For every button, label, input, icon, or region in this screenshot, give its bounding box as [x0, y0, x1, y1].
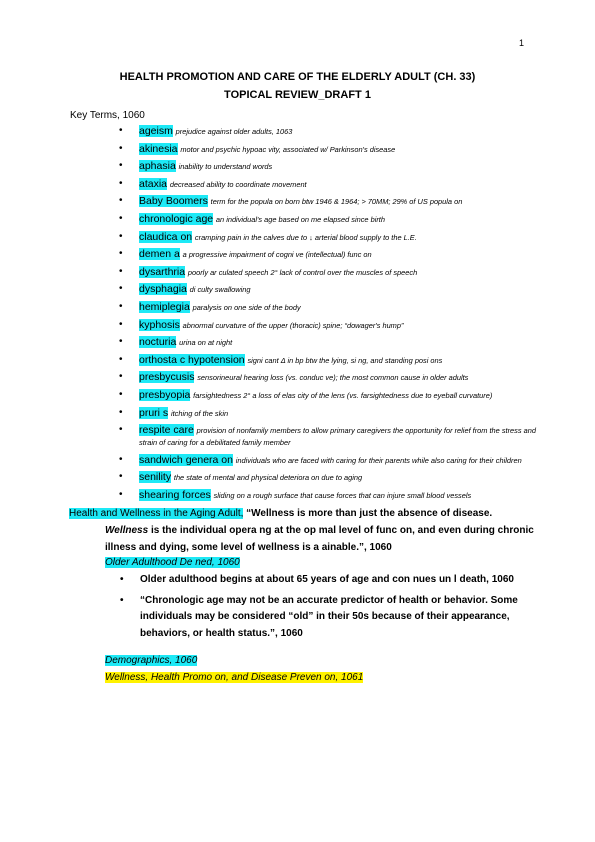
term-definition: itching of the skin — [170, 408, 229, 418]
term-name: chronologic age — [139, 212, 214, 225]
term-name: presbycusis — [139, 371, 195, 384]
term-name: dysphagia — [139, 283, 187, 296]
page-number: 1 — [519, 38, 525, 48]
term-definition: an individual's age based on me elapsed since birth — [215, 214, 385, 224]
term-item — [139, 248, 539, 261]
term-definition: signi cant Δ in bp btw the lying, si ng, and standing posi ons — [247, 355, 443, 365]
term-item — [139, 336, 539, 349]
older-adulthood-list — [140, 572, 535, 646]
term-name: demen a — [139, 248, 180, 261]
term-definition: motor and psychic hypoac vity, associated w/ Parkinson's disease — [180, 144, 396, 154]
document-title: HEALTH PROMOTION AND CARE OF THE ELDERLY ADULT (CH. 33) — [119, 71, 476, 83]
term-item — [139, 471, 539, 484]
term-item — [139, 371, 539, 384]
term-name: presbyopia — [139, 388, 191, 401]
term-item — [139, 354, 539, 367]
term-item — [139, 283, 539, 296]
term-name: claudica on — [139, 230, 193, 243]
term-definition: term for the popula on born btw 1946 & 1964; > 70MM; 29% of US popula on — [210, 197, 463, 207]
term-item — [139, 407, 539, 420]
term-definition: poorly ar culated speech 2° lack of control over the muscles of speech — [187, 267, 418, 277]
term-name: ageism — [139, 125, 173, 137]
term-definition: paralysis on one side of the body — [192, 302, 301, 312]
term-name: Baby Boomers — [139, 195, 208, 208]
term-definition: sliding on a rough surface that cause forces that can injure small blood vessels — [213, 490, 472, 500]
term-item — [139, 143, 539, 156]
term-item — [139, 389, 539, 402]
term-item — [139, 424, 539, 449]
term-definition: di culty swallowing — [189, 285, 251, 295]
term-definition: decreased ability to coordinate movement — [169, 179, 307, 189]
term-item — [139, 125, 539, 138]
wellness-definition — [105, 523, 535, 556]
health-wellness-heading: Health and Wellness in the Aging Adult, — [69, 508, 244, 519]
term-item — [139, 489, 539, 502]
term-name: pruri s — [139, 406, 169, 419]
key-terms-label: Key Terms, 1060 — [70, 110, 145, 121]
term-name: dysarthria — [139, 265, 186, 278]
term-definition: the state of mental and physical deteriora on due to aging — [173, 473, 363, 483]
term-name: respite care — [139, 424, 194, 437]
term-name: senility — [139, 471, 172, 484]
term-definition: a progressive impairment of cogni ve (intellectual) func on — [182, 250, 372, 260]
health-wellness-line — [69, 508, 539, 519]
wellness-definition-text: is the individual opera ng at the op mal level of func on, and even during chronic illness and dying, some level of wellness is a ainable.”, 1060 — [105, 525, 534, 553]
term-name: kyphosis — [139, 318, 180, 331]
term-name: aphasia — [139, 160, 176, 173]
term-item — [139, 301, 539, 314]
demographics-heading: Demographics, 1060 — [105, 655, 198, 666]
term-item — [139, 231, 539, 244]
list-item: • “Chronologic age may not be an accurate predictor of health or behavior. Some individuals may be considered “old” in their 50s because of their appearance, behaviors, or health status.”, 1060 — [140, 593, 535, 643]
term-definition: abnormal curvature of the upper (thoracic) spine; “dowager's hump” — [182, 320, 404, 330]
term-definition: farsightedness 2° a loss of elas city of the lens (vs. farsightedness due to eyeball curvature) — [193, 390, 493, 400]
term-item — [139, 266, 539, 279]
term-definition: inability to understand words — [178, 162, 273, 172]
term-item — [139, 454, 539, 467]
list-item: • Older adulthood begins at about 65 years of age and con nues un l death, 1060 — [140, 572, 535, 589]
wellness-word: Wellness — [105, 525, 149, 536]
wellness-promotion-heading: Wellness, Health Promo on, and Disease Preven on, 1061 — [105, 672, 364, 683]
term-name: hemiplegia — [139, 300, 190, 313]
term-name: akinesia — [139, 142, 178, 155]
term-item — [139, 319, 539, 332]
term-item — [139, 195, 539, 208]
document-subtitle: TOPICAL REVIEW_DRAFT 1 — [224, 89, 371, 101]
term-definition: prejudice against older adults, 1063 — [175, 127, 293, 136]
older-adulthood-heading: Older Adulthood De ned, 1060 — [105, 557, 240, 568]
term-definition: cramping pain in the calves due to ↓ arterial blood supply to the L.E. — [194, 232, 417, 242]
term-item — [139, 213, 539, 226]
term-definition: individuals who are faced with caring for their parents while also caring for their children — [235, 455, 522, 465]
term-item — [139, 160, 539, 173]
term-name: ataxia — [139, 177, 168, 190]
term-definition: urina on at night — [179, 338, 233, 348]
term-item — [139, 178, 539, 191]
key-terms-list — [139, 125, 539, 506]
term-definition: provision of nonfamily members to allow primary caregivers the opportunity for relief from the stress and strain of caring for a debilitated family member — [139, 426, 536, 448]
wellness-quote-start: “Wellness is more than just the absence of disease. — [243, 508, 493, 519]
term-name: orthosta c hypotension — [139, 353, 245, 366]
term-name: nocturia — [139, 336, 177, 349]
term-name: sandwich genera on — [139, 453, 233, 466]
term-name: shearing forces — [139, 488, 211, 501]
term-definition: sensorineural hearing loss (vs. conduc ve); the most common cause in older adults — [197, 373, 469, 383]
